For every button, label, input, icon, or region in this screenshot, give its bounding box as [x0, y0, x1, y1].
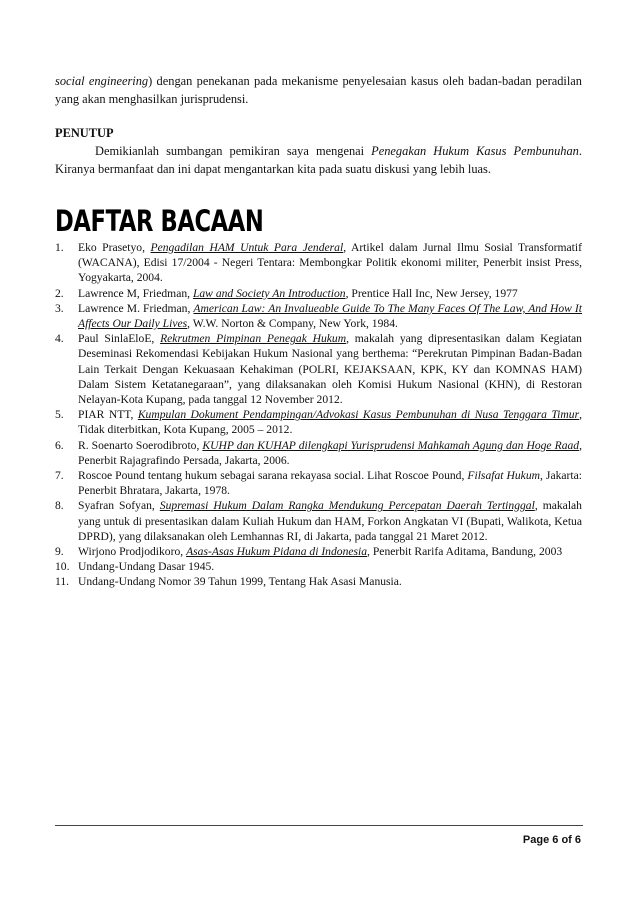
reference-item	[55, 407, 582, 437]
reference-title: Law and Society An Introduction	[192, 286, 346, 300]
reference-number: 4.	[55, 332, 64, 346]
reference-details: , makalah yang dipresentasikan dalam Kegiatan Deseminasi Rekomendasi Kebijakan Hukum Nasional yang berthema: “Perekrutan Pimpinan Badan-Badan Lain Terkait Dengan Kekuasaan Kehakiman (POLRI, KEJAKSAAN, KPK, KY dan KOMNAS HAM) Dalam Sistem Ketatanegaraan”, yang dilaksanakan oleh Komisi Hukum Nasional (KHN), di Restoran Nelayan-Kota Kupang, pada tanggal 12 November 2012.	[78, 332, 582, 407]
reference-number: 1.	[55, 241, 64, 254]
reference-title: American Law: An Invalueable Guide To The Many Faces Of The Law, And How It Affects Our Daily Lives	[78, 301, 582, 331]
reference-author: PIAR NTT,	[78, 408, 138, 422]
reference-details: , Artikel dalam Jurnal Ilmu Sosial Transformatif (WACANA), Edisi 17/2004 - Negeri Tentara: Membongkar Politik ekonomi militer, Penerbit insist Press, Yogyakarta, 2004.	[78, 241, 582, 285]
reference-number: 2.	[55, 286, 64, 300]
penutup-paragraph	[55, 142, 582, 178]
reference-item	[55, 331, 582, 407]
reference-number: 7.	[55, 469, 64, 483]
reference-details: , W.W. Norton & Company, New York, 1984.	[187, 317, 398, 331]
reference-item	[55, 574, 582, 589]
reference-title: KUHP dan KUHAP dilengkapi Yurisprudensi Mahkamah Agung dan Hoge Raad	[202, 438, 580, 452]
reference-item	[55, 544, 582, 559]
intro-emphasis: social engineering	[55, 74, 149, 88]
reference-item	[55, 286, 582, 301]
reference-number: 3.	[55, 301, 64, 315]
reference-number: 8.	[55, 499, 64, 513]
reference-item	[55, 498, 582, 544]
penutup-text-1: Demikianlah sumbangan pemikiran saya mengenai	[95, 144, 372, 158]
reference-author: Roscoe Pound tentang hukum sebagai sarana rekayasa social. Lihat Roscoe Pound,	[78, 469, 468, 483]
reference-author: Lawrence M, Friedman,	[78, 286, 193, 300]
reference-author: Eko Prasetyo,	[78, 241, 151, 254]
reference-item	[55, 468, 582, 498]
reference-number: 5.	[55, 408, 64, 422]
reference-details: , Tidak diterbitkan, Kota Kupang, 2005 – 2012.	[78, 408, 582, 437]
reference-item	[55, 438, 582, 468]
reference-number: 10.	[55, 560, 70, 574]
reference-title: Pengadilan HAM Untuk Para Jenderal	[150, 241, 344, 254]
reference-number: 6.	[55, 438, 64, 452]
daftar-bacaan-heading: DAFTAR BACAAN	[55, 204, 264, 238]
intro-text: ) dengan penekanan pada mekanisme penyelesaian kasus oleh badan-badan peradilan yang akan menghasilkan jurisprudensi.	[55, 74, 582, 106]
reference-details: , Jakarta: Penerbit Bhratara, Jakarta, 1978.	[78, 469, 582, 498]
reference-title: Kumpulan Dokument Pendampingan/Advokasi Kasus Pembunuhan di Nusa Tenggara Timur	[137, 408, 580, 422]
footer-divider	[55, 825, 583, 826]
document-page	[55, 72, 582, 590]
penutup-text-2: . Kiranya bermanfaat dan ini dapat mengantarkan kita pada suatu diskusi yang lebih luas.	[55, 144, 582, 176]
reference-author: Lawrence M. Friedman,	[78, 301, 194, 315]
reference-author: Undang-Undang Dasar 1945.	[78, 560, 215, 574]
reference-item	[55, 559, 582, 574]
reference-title: Asas-Asas Hukum Pidana di Indonesia	[186, 545, 368, 559]
reference-item	[55, 240, 582, 286]
reference-author: Undang-Undang Nomor 39 Tahun 1999, Tentang Hak Asasi Manusia.	[78, 575, 402, 589]
intro-paragraph	[55, 72, 582, 108]
reference-list	[55, 240, 582, 590]
reference-details: , Penerbit Rarifa Aditama, Bandung, 2003	[367, 545, 563, 559]
penutup-heading: PENUTUP	[55, 126, 114, 140]
page-number: Page 6 of 6	[522, 834, 581, 846]
penutup-emphasis: Penegakan Hukum Kasus Pembunuhan	[371, 144, 579, 158]
reference-item	[55, 301, 582, 331]
reference-author: Wirjono Prodjodikoro,	[78, 545, 187, 559]
reference-italic: Filsafat Hukum	[467, 469, 540, 483]
reference-details: , Penerbit Rajagrafindo Persada, Jakarta, 2006.	[78, 438, 582, 467]
reference-details: , Prentice Hall Inc, New Jersey, 1977	[345, 286, 518, 300]
reference-title: Supremasi Hukum Dalam Rangka Mendukung Percepatan Daerah Tertinggal	[159, 499, 535, 513]
reference-number: 11.	[55, 575, 70, 589]
reference-number: 9.	[55, 545, 64, 559]
reference-author: Syafran Sofyan,	[78, 499, 160, 513]
reference-details: , makalah yang untuk di presentasikan dalam Kuliah Hukum dan HAM, Forkon Angkatan VI (Bupati, Walikota, Ketua DPRD), yang dilaksanakan oleh Lemhannas RI, di Jakarta, pada tanggal 21 Maret 2012.	[78, 499, 582, 543]
reference-title: Rekrutmen Pimpinan Penegak Hukum	[160, 332, 347, 346]
reference-author: Paul SinlaEloE,	[78, 332, 161, 346]
reference-author: R. Soenarto Soerodibroto,	[78, 438, 203, 452]
